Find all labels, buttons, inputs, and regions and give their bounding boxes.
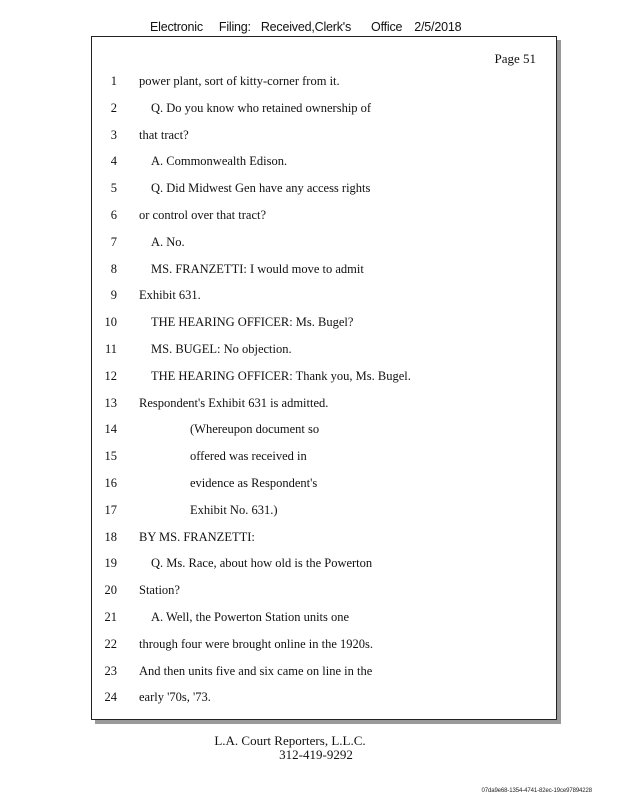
- transcript-line: [92, 449, 532, 469]
- transcript-line: [92, 288, 532, 308]
- transcript-line: [92, 208, 532, 228]
- transcript-line: [92, 530, 532, 550]
- line-text: that tract?: [139, 127, 189, 142]
- line-number: 5: [110, 181, 117, 196]
- line-number: 16: [104, 476, 117, 490]
- transcript-line: [92, 664, 532, 684]
- line-number: 19: [104, 556, 117, 571]
- line-number: 23: [104, 663, 117, 678]
- line-number: 6: [110, 208, 117, 222]
- line-text: Q. Do you know who retained ownership of: [151, 100, 372, 115]
- line-text: Exhibit 631.: [139, 288, 201, 303]
- transcript-line: [92, 315, 532, 335]
- line-number: 21: [104, 610, 117, 624]
- filing-header-word: Office: [371, 20, 403, 34]
- line-text: And then units five and six came on line in the: [139, 663, 373, 678]
- court-reporter-name: L.A. Court Reporters, L.L.C.: [214, 733, 366, 748]
- line-text: A. Commonwealth Edison.: [151, 154, 288, 169]
- transcript-line: [92, 235, 532, 255]
- line-text: THE HEARING OFFICER: Ms. Bugel?: [151, 315, 354, 330]
- line-number: 13: [104, 395, 117, 410]
- line-number: 2: [110, 100, 117, 115]
- line-text: (Whereupon document so: [190, 422, 320, 437]
- line-text: early '70s, '73.: [139, 690, 211, 705]
- transcript-line: [92, 154, 532, 174]
- transcript-page: [91, 36, 557, 720]
- transcript-line: [92, 396, 532, 416]
- line-text: THE HEARING OFFICER: Thank you, Ms. Bugel.: [151, 368, 411, 383]
- line-text: or control over that tract?: [139, 208, 267, 222]
- filing-date: 2/5/2018: [414, 20, 462, 34]
- line-text: Respondent's Exhibit 631 is admitted.: [139, 395, 329, 410]
- line-number: 12: [104, 368, 117, 383]
- line-text: BY MS. FRANZETTI:: [139, 529, 255, 544]
- line-number: 14: [104, 422, 117, 437]
- line-number: 7: [110, 234, 117, 249]
- transcript-line: [92, 128, 532, 148]
- line-text: MS. BUGEL: No objection.: [151, 342, 292, 356]
- transcript-line: [92, 476, 532, 496]
- line-text: Q. Ms. Race, about how old is the Powerton: [151, 556, 373, 571]
- line-number: 3: [110, 127, 117, 142]
- court-reporter-phone: 312-419-9292: [279, 747, 353, 762]
- line-text: Station?: [139, 583, 180, 598]
- filing-header-word: Filing:: [218, 20, 251, 34]
- line-number: 24: [104, 690, 117, 705]
- electronic-filing-header: [150, 20, 461, 34]
- transcript-line: [92, 74, 532, 94]
- transcript-line: [92, 181, 532, 201]
- line-text: through four were brought online in the 1920s.: [139, 636, 373, 651]
- transcript-line: [92, 369, 532, 389]
- transcript-line: [92, 422, 532, 442]
- transcript-line: [92, 610, 532, 630]
- line-text: offered was received in: [190, 449, 307, 464]
- line-number: 20: [104, 583, 117, 598]
- filing-header-word: Received,Clerk's: [260, 20, 352, 34]
- line-number: 10: [104, 315, 117, 330]
- filing-header-word: Electronic: [150, 20, 203, 34]
- transcript-line: [92, 342, 532, 362]
- line-number: 11: [104, 342, 117, 356]
- line-number: 8: [110, 261, 117, 276]
- line-text: power plant, sort of kitty-corner from it.: [139, 74, 340, 88]
- line-number: 1: [110, 74, 117, 88]
- transcript-line: [92, 101, 532, 121]
- transcript-line: [92, 690, 532, 710]
- transcript-line: [92, 583, 532, 603]
- line-number: 18: [104, 529, 117, 544]
- line-number: 9: [110, 288, 117, 303]
- transcript-line: [92, 637, 532, 657]
- line-number: 17: [104, 502, 117, 517]
- line-number: 15: [104, 449, 117, 464]
- line-text: A. Well, the Powerton Station units one: [151, 610, 350, 624]
- line-text: evidence as Respondent's: [190, 476, 318, 490]
- document-id: 07da9e68-1354-4741-82ec-19ce97894228: [481, 788, 592, 794]
- transcript-line: [92, 503, 532, 523]
- line-text: Exhibit No. 631.): [190, 502, 278, 517]
- transcript-line: [92, 556, 532, 576]
- line-text: MS. FRANZETTI: I would move to admit: [151, 261, 364, 276]
- line-number: 4: [110, 154, 117, 169]
- line-number: 22: [104, 636, 117, 651]
- line-text: Q. Did Midwest Gen have any access rights: [151, 181, 371, 196]
- line-text: A. No.: [151, 234, 185, 249]
- transcript-line: [92, 262, 532, 282]
- page-number: Page 51: [494, 51, 536, 66]
